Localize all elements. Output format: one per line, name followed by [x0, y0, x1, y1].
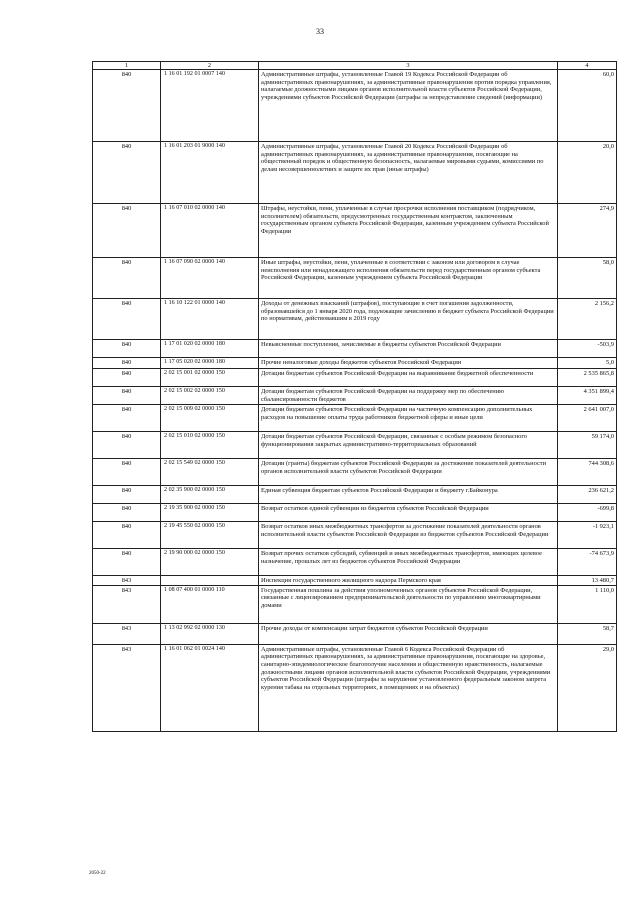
revenue-name-cell: Дотации бюджетам субъектов Российской Федерации на частичную компенсацию дополнительных расходов на повышение оплаты труда работников бюджетной сферы и иные цели [259, 405, 558, 432]
revenue-name-cell: Инспекция государственного жилищного надзора Пермского края [259, 576, 558, 586]
budget-code-cell: 2 02 15 009 02 0000 150 [161, 405, 259, 432]
admin-code-cell: 840 [93, 299, 161, 340]
revenue-name-cell: Дотации (гранты) бюджетам субъектов Российской Федерации за достижение показателей деятельности органов исполнительной власти субъектов Российской Федерации [259, 459, 558, 486]
budget-code-cell: 2 02 35 900 02 0000 150 [161, 486, 259, 504]
table-row [93, 258, 617, 299]
table-row [93, 340, 617, 358]
admin-code-cell: 840 [93, 387, 161, 405]
amount-cell: 29,0 [558, 644, 617, 731]
table-row [93, 459, 617, 486]
admin-code-cell: 840 [93, 142, 161, 204]
table-row [93, 576, 617, 586]
budget-code-cell: 2 19 45 550 02 0000 150 [161, 522, 259, 549]
amount-cell: 58,7 [558, 623, 617, 644]
amount-cell: -74 673,9 [558, 549, 617, 576]
admin-code-cell: 843 [93, 623, 161, 644]
admin-code-cell: 840 [93, 358, 161, 369]
budget-code-cell: 1 16 10 122 01 0000 140 [161, 299, 259, 340]
revenue-name-cell: Прочие доходы от компенсации затрат бюджетов субъектов Российской Федерации [259, 623, 558, 644]
column-header-2: 2 [161, 62, 259, 70]
table-row [93, 142, 617, 204]
table-row [93, 504, 617, 522]
revenue-name-cell: Возврат прочих остатков субсидий, субвенций и иных межбюджетных трансфертов, имеющих целевое назначение, прошлых лет из бюджетов субъектов Российской Федерации [259, 549, 558, 576]
admin-code-cell: 840 [93, 258, 161, 299]
admin-code-cell: 843 [93, 644, 161, 731]
revenue-name-cell: Прочие неналоговые доходы бюджетов субъектов Российской Федерации [259, 358, 558, 369]
admin-code-cell: 840 [93, 504, 161, 522]
admin-code-cell: 840 [93, 70, 161, 142]
table-row [93, 644, 617, 731]
revenue-name-cell: Иные штрафы, неустойки, пени, уплаченные в соответствии с законом или договором в случае неисполнения или ненадлежащего исполнения обязательств перед государственным органом субъекта Российской Федерации, казенным учреждением субъекта Российской Федерации [259, 258, 558, 299]
column-header-4: 4 [558, 62, 617, 70]
table-row [93, 299, 617, 340]
budget-code-cell: 1 16 07 090 02 0000 140 [161, 258, 259, 299]
budget-code-cell [161, 576, 259, 586]
admin-code-cell: 840 [93, 340, 161, 358]
budget-code-cell: 1 08 07 400 01 0000 110 [161, 585, 259, 623]
table-row [93, 432, 617, 459]
revenue-name-cell: Государственная пошлина за действия уполномоченных органов субъектов Российской Федерации, связанные с лицензированием предпринимательской деятельности по управлению многоквартирными домами [259, 585, 558, 623]
revenue-name-cell: Единая субвенция бюджетам субъектов Российской Федерации и бюджету г.Байконура [259, 486, 558, 504]
budget-code-cell: 2 19 90 000 02 0000 150 [161, 549, 259, 576]
budget-code-cell: 1 16 01 192 01 0007 140 [161, 70, 259, 142]
budget-code-cell: 2 02 15 001 02 0000 150 [161, 369, 259, 387]
admin-code-cell: 843 [93, 585, 161, 623]
page-number: 33 [316, 27, 324, 36]
table-row [93, 387, 617, 405]
revenue-name-cell: Административные штрафы, установленные Главой 19 Кодекса Российской Федерации об административных правонарушениях, за административные правонарушения против порядка управления, налагаемые должностными лицами органов исполнительной власти субъектов Российской Федерации, учреждениями субъектов Российской Федерации (штрафы за непредставление сведений (информации) [259, 70, 558, 142]
revenue-name-cell: Штрафы, неустойки, пени, уплаченные в случае просрочки исполнения поставщиком (подрядчиком, исполнителем) обязательств, предусмотренных государственным контрактом, заключенным государственным органом субъекта Российской Федерации, казенным учреждением субъекта Российской Федерации [259, 204, 558, 258]
revenue-name-cell: Дотации бюджетам субъектов Российской Федерации на выравнивание бюджетной обеспеченности [259, 369, 558, 387]
budget-code-cell: 2 02 15 002 02 0000 150 [161, 387, 259, 405]
amount-cell: 2 156,2 [558, 299, 617, 340]
admin-code-cell: 840 [93, 204, 161, 258]
amount-cell: 59 174,0 [558, 432, 617, 459]
amount-cell: 236 621,2 [558, 486, 617, 504]
footer-code: 2050-22 [89, 871, 106, 876]
revenue-name-cell: Дотации бюджетам субъектов Российской Федерации, связанные с особым режимом безопасного функционирования закрытых административно-территориальных образований [259, 432, 558, 459]
admin-code-cell: 840 [93, 369, 161, 387]
table-row [93, 486, 617, 504]
revenue-name-cell: Административные штрафы, установленные Главой 20 Кодекса Российской Федерации об административных правонарушениях, за административные правонарушения, посягающие на общественный порядок и общественную безопасность, налагаемые мировыми судьями, комиссиями по делам несовершеннолетних и защите их прав (иные штрафы) [259, 142, 558, 204]
amount-cell: 60,0 [558, 70, 617, 142]
budget-code-cell: 2 02 15 549 02 0000 150 [161, 459, 259, 486]
table-row [93, 405, 617, 432]
column-header-1: 1 [93, 62, 161, 70]
admin-code-cell: 840 [93, 486, 161, 504]
revenue-name-cell: Дотации бюджетам субъектов Российской Федерации на поддержку мер по обеспечению сбалансированности бюджетов [259, 387, 558, 405]
budget-code-cell: 2 19 35 900 02 0000 150 [161, 504, 259, 522]
revenue-name-cell: Возврат остатков единой субвенции из бюджетов субъектов Российской Федерации [259, 504, 558, 522]
table-header-row [93, 62, 617, 70]
revenue-name-cell: Возврат остатков иных межбюджетных трансфертов за достижение показателей деятельности органов исполнительной власти субъектов Российской Федерации из бюджетов субъектов Российской Федерации [259, 522, 558, 549]
admin-code-cell: 840 [93, 459, 161, 486]
amount-cell: 4 351 899,4 [558, 387, 617, 405]
revenue-table [92, 61, 617, 732]
amount-cell: 2 641 007,0 [558, 405, 617, 432]
table-body [93, 70, 617, 732]
amount-cell: 2 535 865,8 [558, 369, 617, 387]
table-row [93, 70, 617, 142]
amount-cell: 20,0 [558, 142, 617, 204]
table-row [93, 358, 617, 369]
revenue-name-cell: Невыясненные поступления, зачисляемые в бюджеты субъектов Российской Федерации [259, 340, 558, 358]
budget-code-cell: 1 16 07 010 02 0000 140 [161, 204, 259, 258]
amount-cell: -503,9 [558, 340, 617, 358]
table-row [93, 522, 617, 549]
admin-code-cell: 840 [93, 522, 161, 549]
amount-cell: 58,0 [558, 258, 617, 299]
admin-code-cell: 840 [93, 432, 161, 459]
column-header-3: 3 [259, 62, 558, 70]
amount-cell: 274,9 [558, 204, 617, 258]
amount-cell: 13 480,7 [558, 576, 617, 586]
amount-cell: -699,8 [558, 504, 617, 522]
table-row [93, 204, 617, 258]
budget-code-cell: 2 02 15 010 02 0000 150 [161, 432, 259, 459]
amount-cell: 1 110,0 [558, 585, 617, 623]
revenue-name-cell: Доходы от денежных взысканий (штрафов), поступающие в счет погашения задолженности, образовавшейся до 1 января 2020 года, подлежащие зачислению в бюджет субъекта Российской Федерации по нормативам, действовавшим в 2019 году [259, 299, 558, 340]
admin-code-cell: 840 [93, 549, 161, 576]
table-row [93, 623, 617, 644]
revenue-name-cell: Административные штрафы, установленные Главой 6 Кодекса Российской Федерации об административных правонарушениях, за административные правонарушения, посягающие на здоровье, санитарно-эпидемиологическое благополучие населения и общественную нравственность, налагаемые должностными лицами органов исполнительной власти субъектов Российской Федерации, учреждениями субъектов Российской Федерации (штрафы за нарушение установленного федеральным законом запрета курения табака на отдельных территориях, в помещениях и на объектах) [259, 644, 558, 731]
admin-code-cell: 843 [93, 576, 161, 586]
table-row [93, 585, 617, 623]
table-row [93, 549, 617, 576]
budget-code-cell: 1 17 05 020 02 0000 180 [161, 358, 259, 369]
amount-cell: -1 923,1 [558, 522, 617, 549]
table-row [93, 369, 617, 387]
amount-cell: 5,0 [558, 358, 617, 369]
amount-cell: 744 308,6 [558, 459, 617, 486]
budget-code-cell: 1 16 01 062 01 0024 140 [161, 644, 259, 731]
budget-code-cell: 1 13 02 992 02 0000 130 [161, 623, 259, 644]
admin-code-cell: 840 [93, 405, 161, 432]
budget-code-cell: 1 17 01 020 02 0000 180 [161, 340, 259, 358]
budget-code-cell: 1 16 01 203 01 9000 140 [161, 142, 259, 204]
